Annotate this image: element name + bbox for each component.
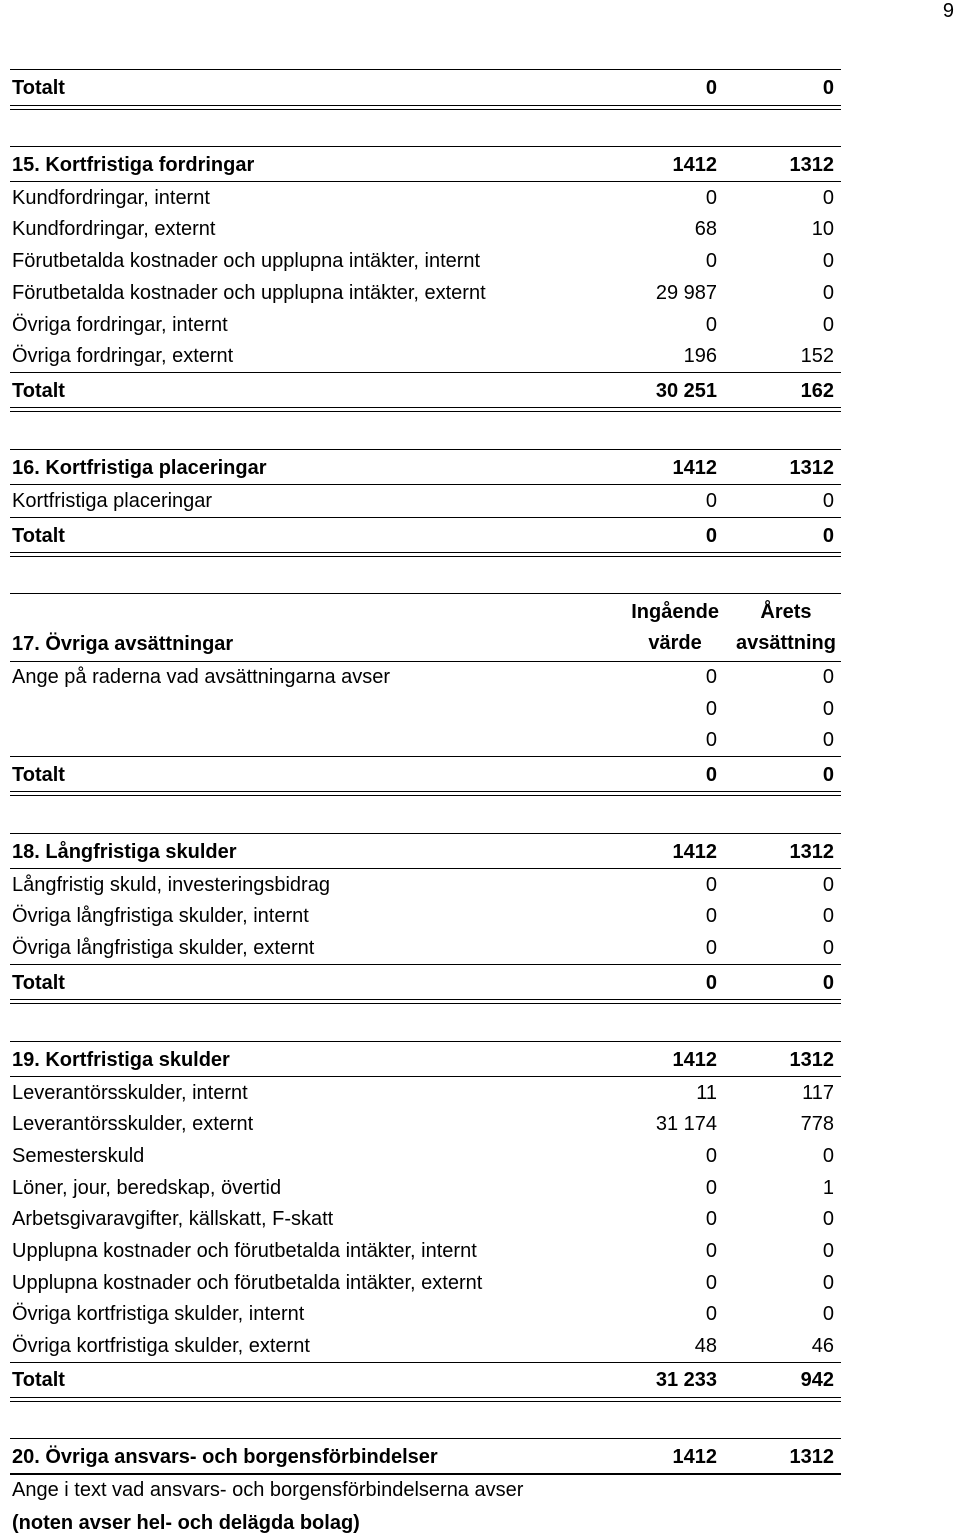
- value-1412: 0: [705, 187, 717, 209]
- rule: [10, 517, 841, 518]
- value-1312: 778: [800, 1113, 834, 1135]
- value-1312: 0: [822, 1208, 834, 1230]
- row-label: Övriga fordringar, externt: [12, 345, 234, 367]
- value-1312: 117: [802, 1082, 834, 1104]
- value-1412: 11: [696, 1082, 717, 1104]
- value-1312: 0: [822, 525, 834, 547]
- value-1412: 31 233: [655, 1369, 717, 1391]
- value-1412: 48: [694, 1335, 717, 1357]
- value-1412: 29 987: [655, 282, 717, 304]
- row-label: Totalt: [12, 525, 65, 547]
- row-label: Totalt: [12, 77, 65, 99]
- total-row: [10, 73, 841, 104]
- table-row: [10, 246, 841, 277]
- row-label: (noten avser hel- och delägda bolag): [12, 1512, 360, 1534]
- row-label: Kortfristiga placeringar: [12, 490, 213, 512]
- value-1312: 0: [822, 1303, 834, 1325]
- value-1312: 152: [800, 345, 834, 367]
- value-1412: 0: [705, 937, 717, 959]
- column-header-1312: 1312: [789, 1049, 834, 1071]
- value-1412: 0: [705, 972, 717, 994]
- row-label: Övriga långfristiga skulder, internt: [12, 905, 309, 927]
- table-row: [10, 662, 841, 693]
- value-1412: 0: [705, 874, 717, 896]
- value-1312: 0: [822, 490, 834, 512]
- section-16-header: [10, 453, 841, 484]
- rule: [10, 868, 841, 869]
- value-1412: 0: [705, 1145, 717, 1167]
- total-row: [10, 760, 841, 791]
- rule: [10, 593, 841, 594]
- column-header-1412: 1412: [672, 1446, 717, 1468]
- table-row: [10, 901, 841, 932]
- row-label: Ange i text vad ansvars- och borgensförbindelserna avser: [12, 1479, 524, 1501]
- rule: [10, 146, 841, 147]
- row-label: Övriga kortfristiga skulder, internt: [12, 1303, 305, 1325]
- section-20-header: [10, 1442, 841, 1473]
- column-header-1312: 1312: [789, 841, 834, 863]
- double-rule: [10, 999, 841, 1004]
- section-19-header: [10, 1045, 841, 1076]
- note-text: [10, 1508, 841, 1539]
- note-text: [10, 1475, 841, 1506]
- column-header-1412: 1412: [672, 154, 717, 176]
- rule: [10, 1076, 841, 1077]
- table-row: [10, 278, 841, 309]
- table-row: [10, 1204, 841, 1235]
- value-1412: 0: [705, 490, 717, 512]
- value-1312: 942: [800, 1369, 834, 1391]
- row-label: Förutbetalda kostnader och upplupna intäkter, externt: [12, 282, 486, 304]
- value-arets: 0: [822, 698, 834, 720]
- section-15-header: [10, 150, 841, 181]
- value-arets: 0: [822, 729, 834, 751]
- row-label: Förutbetalda kostnader och upplupna intäkter, internt: [12, 250, 481, 272]
- row-label: Semesterskuld: [12, 1145, 145, 1167]
- value-1312: 1: [822, 1177, 834, 1199]
- table-row: [10, 1331, 841, 1362]
- rule: [10, 756, 841, 757]
- rule: [10, 1438, 841, 1439]
- total-row: [10, 968, 841, 999]
- value-arets: 0: [822, 666, 834, 688]
- row-label: Totalt: [12, 972, 65, 994]
- row-label: Löner, jour, beredskap, övertid: [12, 1177, 282, 1199]
- row-label: Leverantörsskulder, internt: [12, 1082, 248, 1104]
- value-1312: 0: [822, 1272, 834, 1294]
- row-label: Leverantörsskulder, externt: [12, 1113, 254, 1135]
- section-title: 16. Kortfristiga placeringar: [12, 457, 267, 479]
- table-row: [10, 1299, 841, 1330]
- total-row: [10, 1365, 841, 1396]
- value-1312: 0: [822, 314, 834, 336]
- double-rule: [10, 407, 841, 412]
- value-1412: 31 174: [655, 1113, 717, 1135]
- row-label: Ange på raderna vad avsättningarna avser: [12, 666, 391, 688]
- value-1312: 162: [800, 380, 834, 402]
- row-label: Upplupna kostnader och förutbetalda intäkter, externt: [12, 1272, 483, 1294]
- table-row: [10, 933, 841, 964]
- section-title: 19. Kortfristiga skulder: [12, 1049, 230, 1071]
- rule: [10, 1362, 841, 1363]
- value-1412: 0: [705, 1272, 717, 1294]
- notes-table: [10, 0, 841, 1535]
- table-row: [10, 1236, 841, 1267]
- section-18-header: [10, 837, 841, 868]
- row-label: Totalt: [12, 1369, 65, 1391]
- row-label: Kundfordringar, internt: [12, 187, 210, 209]
- section-title: 20. Övriga ansvars- och borgensförbindelser: [12, 1446, 438, 1468]
- column-header-line: avsättning: [735, 632, 836, 654]
- value-ingaende: 0: [705, 764, 717, 786]
- table-row: [10, 183, 841, 214]
- column-header-1412: 1412: [672, 841, 717, 863]
- section-17-header: [10, 597, 841, 661]
- row-label: Övriga fordringar, internt: [12, 314, 228, 336]
- column-header-1312: 1312: [789, 154, 834, 176]
- value-arets: 0: [822, 764, 834, 786]
- double-rule: [10, 105, 841, 110]
- rule: [10, 181, 841, 182]
- value-1312: 0: [822, 77, 834, 99]
- table-row: [10, 870, 841, 901]
- column-header-1412: 1412: [672, 457, 717, 479]
- value-1412: 0: [705, 1240, 717, 1262]
- value-1412: 0: [705, 314, 717, 336]
- value-1412: 0: [705, 1208, 717, 1230]
- value-ingaende: 0: [705, 698, 717, 720]
- double-rule: [10, 552, 841, 557]
- column-header-arets-avsattning: [736, 597, 836, 659]
- value-1412: 0: [705, 77, 717, 99]
- column-header-1312: 1312: [789, 1446, 834, 1468]
- value-ingaende: 0: [705, 666, 717, 688]
- value-1412: 0: [705, 1177, 717, 1199]
- row-label: Totalt: [12, 380, 65, 402]
- column-header-line: Årets: [760, 601, 812, 623]
- rule: [10, 69, 841, 70]
- rule: [10, 964, 841, 965]
- value-1312: 0: [822, 1145, 834, 1167]
- value-1312: 0: [822, 972, 834, 994]
- value-1412: 0: [705, 525, 717, 547]
- page-number: 9: [942, 0, 954, 22]
- table-row: [10, 725, 841, 756]
- section-title: 17. Övriga avsättningar: [12, 633, 234, 655]
- row-label: Totalt: [12, 764, 65, 786]
- value-1312: 0: [822, 905, 834, 927]
- rule: [10, 372, 841, 373]
- column-header-ingaende-varde: [631, 597, 719, 659]
- value-1412: 68: [694, 218, 717, 240]
- value-1312: 46: [811, 1335, 834, 1357]
- row-label: Kundfordringar, externt: [12, 218, 216, 240]
- table-row: [10, 694, 841, 725]
- column-header-line: värde: [648, 632, 702, 654]
- row-label: Upplupna kostnader och förutbetalda intäkter, internt: [12, 1240, 477, 1262]
- table-row: [10, 1141, 841, 1172]
- rule: [10, 1041, 841, 1042]
- row-label: Långfristig skuld, investeringsbidrag: [12, 874, 330, 896]
- value-1412: 30 251: [655, 380, 717, 402]
- table-row: [10, 341, 841, 372]
- table-row: [10, 1109, 841, 1140]
- column-header-1312: 1312: [789, 457, 834, 479]
- value-1312: 0: [822, 282, 834, 304]
- value-1412: 0: [705, 250, 717, 272]
- value-1312: 0: [822, 250, 834, 272]
- value-1312: 0: [822, 1240, 834, 1262]
- column-header-1412: 1412: [672, 1049, 717, 1071]
- value-1312: 0: [822, 187, 834, 209]
- table-row: [10, 1268, 841, 1299]
- value-1312: 10: [811, 218, 834, 240]
- value-1312: 0: [822, 874, 834, 896]
- value-ingaende: 0: [705, 729, 717, 751]
- total-row: [10, 376, 841, 407]
- value-1412: 196: [683, 345, 717, 367]
- section-title: 18. Långfristiga skulder: [12, 841, 237, 863]
- table-row: [10, 214, 841, 245]
- double-rule: [10, 791, 841, 796]
- row-label: Övriga långfristiga skulder, externt: [12, 937, 315, 959]
- value-1412: 0: [705, 905, 717, 927]
- column-header-line: Ingående: [631, 601, 719, 623]
- rule: [10, 833, 841, 834]
- table-row: [10, 310, 841, 341]
- value-1412: 0: [705, 1303, 717, 1325]
- total-row: [10, 521, 841, 552]
- value-1312: 0: [822, 937, 834, 959]
- table-row: [10, 486, 841, 517]
- table-row: [10, 1173, 841, 1204]
- rule: [10, 484, 841, 485]
- row-label: Arbetsgivaravgifter, källskatt, F-skatt: [12, 1208, 334, 1230]
- section-title: 15. Kortfristiga fordringar: [12, 154, 255, 176]
- double-rule: [10, 1397, 841, 1402]
- rule: [10, 449, 841, 450]
- row-label: Övriga kortfristiga skulder, externt: [12, 1335, 310, 1357]
- table-row: [10, 1078, 841, 1109]
